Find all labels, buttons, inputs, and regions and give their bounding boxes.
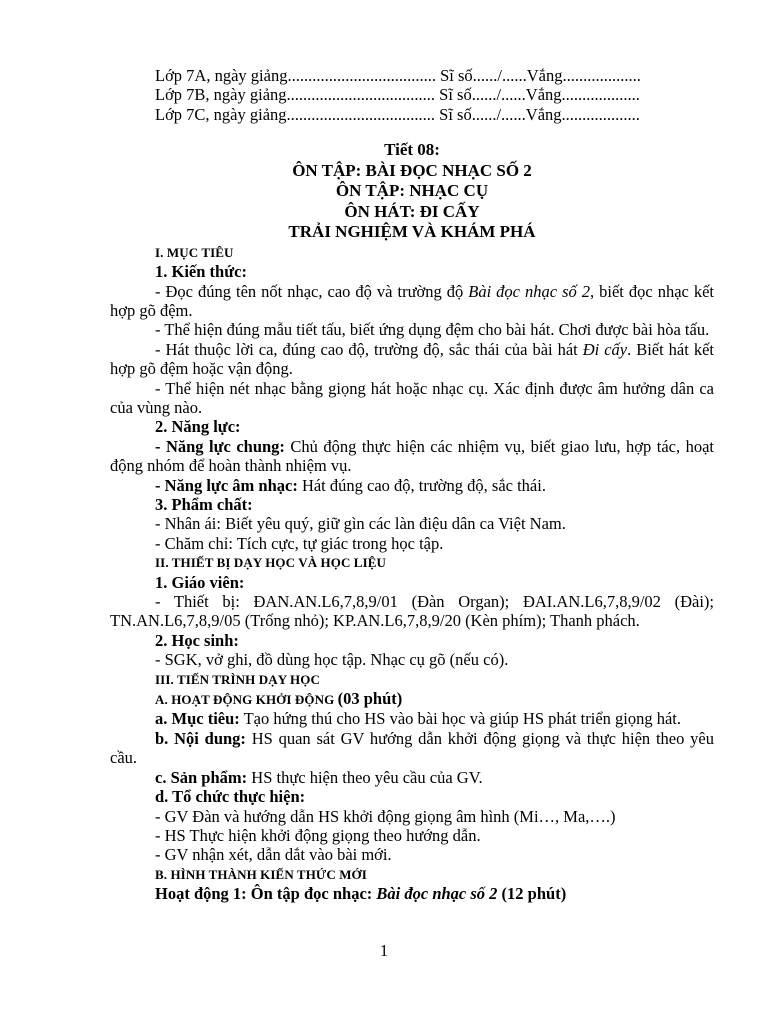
quality-item-2: - Chăm chỉ: Tích cực, tự giác trong học tập. bbox=[155, 533, 444, 553]
activity-1-heading: Hoạt động 1: Ôn tập đọc nhạc: Bài đọc nhạc số 2 (12 phút) bbox=[155, 884, 567, 904]
knowledge-item-1: - Đọc đúng tên nốt nhạc, cao độ và trường độ Bài đọc nhạc số 2, biết đọc nhạc kết hợp gõ đệm. bbox=[110, 281, 715, 320]
knowledge-item-4: - Thể hiện nét nhạc bằng giọng hát hoặc nhạc cụ. Xác định được âm hưởng dân ca của vùng nào. bbox=[110, 378, 714, 417]
section-process-heading: III. TIẾN TRÌNH DẠY HỌC bbox=[155, 671, 320, 687]
lesson-title-2: ÔN TẬP: NHẠC CỤ bbox=[335, 181, 489, 201]
warmup-step-1: - GV Đàn và hướng dẫn HS khởi động giọng âm hình (Mi…, Ma,….) bbox=[155, 806, 616, 826]
competence-heading: 2. Năng lực: bbox=[155, 417, 241, 437]
quality-item-1: - Nhân ái: Biết yêu quý, giữ gìn các làn điệu dân ca Việt Nam. bbox=[155, 514, 566, 534]
teacher-heading: 1. Giáo viên: bbox=[155, 572, 245, 592]
teacher-equipment: - Thiết bị: ĐAN.AN.L6,7,8,9/01 (Đàn Organ); ĐAI.AN.L6,7,8,9/02 (Đài); TN.AN.L6,7,8,9/05 (Trống nhỏ); KP.AN.L6,7,8,9/20 (Kèn phím); Thanh phách. bbox=[110, 592, 714, 631]
lesson-number: Tiết 08: bbox=[384, 140, 440, 160]
lesson-titles bbox=[110, 140, 714, 243]
competence-music: - Năng lực âm nhạc: Hát đúng cao độ, trường độ, sắc thái. bbox=[155, 475, 546, 495]
class-7a-line: Lớp 7A, ngày giảng.................................... Sĩ số....../......Vắng................... bbox=[155, 66, 641, 85]
warmup-content: b. Nội dung: HS quan sát GV hướng dẫn khởi động giọng và thực hiện theo yêu cầu. bbox=[110, 728, 714, 768]
warmup-heading: A. HOẠT ĐỘNG KHỞI ĐỘNG (03 phút) bbox=[155, 689, 403, 709]
warmup-organization-heading: d. Tổ chức thực hiện: bbox=[155, 787, 306, 807]
warmup-goal: a. Mục tiêu: Tạo hứng thú cho HS vào bài học và giúp HS phát triển giọng hát. bbox=[155, 709, 682, 729]
student-equipment: - SGK, vở ghi, đồ dùng học tập. Nhạc cụ gõ (nếu có). bbox=[155, 650, 509, 670]
student-heading: 2. Học sinh: bbox=[155, 630, 239, 650]
knowledge-item-2: - Thể hiện đúng mẫu tiết tấu, biết ứng dụng đệm cho bài hát. Chơi được bài hòa tấu. bbox=[155, 320, 710, 340]
warmup-step-2: - HS Thực hiện khởi động giọng theo hướng dẫn. bbox=[155, 825, 481, 845]
warmup-product: c. Sản phẩm: HS thực hiện theo yêu cầu của GV. bbox=[155, 767, 483, 787]
lesson-title-4: TRẢI NGHIỆM VÀ KHÁM PHÁ bbox=[288, 222, 536, 242]
page-number: 1 bbox=[379, 941, 389, 960]
knowledge-item-3: - Hát thuộc lời ca, đúng cao độ, trường độ, sắc thái của bài hát Đi cấy. Biết hát kết hợp gõ đệm hoặc vận động. bbox=[110, 339, 714, 379]
class-7b-line: Lớp 7B, ngày giảng.................................... Sĩ số....../......Vắng................... bbox=[155, 85, 640, 105]
lesson-title-3: ÔN HÁT: ĐI CẤY bbox=[344, 201, 480, 221]
section-objectives-heading: I. MỤC TIÊU bbox=[155, 244, 234, 260]
lesson-title-1: ÔN TẬP: BÀI ĐỌC NHẠC SỐ 2 bbox=[292, 160, 532, 180]
competence-general: - Năng lực chung: Chủ động thực hiện các nhiệm vụ, biết giao lưu, hợp tác, hoạt động nhóm để hoàn thành nhiệm vụ. bbox=[110, 436, 714, 476]
section-equipment-heading: II. THIẾT BỊ DẠY HỌC VÀ HỌC LIỆU bbox=[155, 555, 386, 571]
new-knowledge-heading: B. HÌNH THÀNH KIẾN THỨC MỚI bbox=[155, 866, 367, 882]
document-page bbox=[110, 66, 714, 904]
warmup-step-3: - GV nhận xét, dẫn dắt vào bài mới. bbox=[155, 845, 392, 865]
quality-heading: 3. Phẩm chất: bbox=[155, 495, 253, 514]
class-schedule bbox=[110, 66, 714, 124]
class-7c-line: Lớp 7C, ngày giảng.................................... Sĩ số....../......Vắng................... bbox=[155, 104, 640, 124]
knowledge-heading: 1. Kiến thức: bbox=[155, 262, 247, 282]
